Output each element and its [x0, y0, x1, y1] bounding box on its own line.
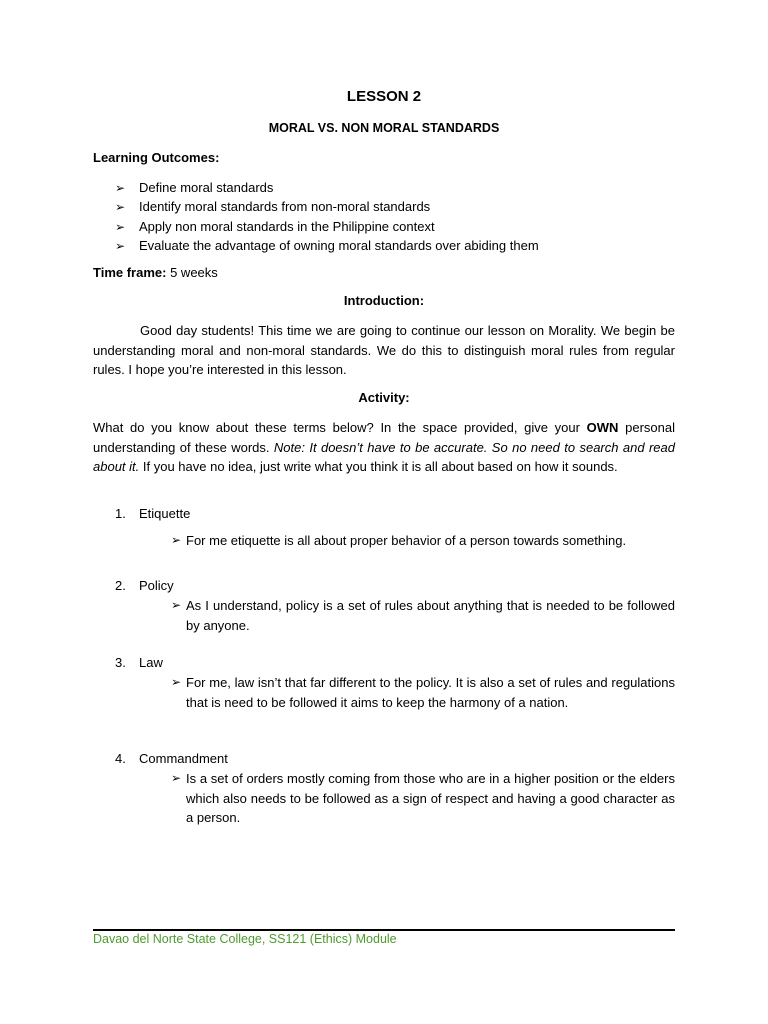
answer-text: For me etiquette is all about proper behavior of a person towards something. [186, 533, 627, 548]
footer-text: Davao del Norte State College, SS121 (Ethics) Module [93, 932, 397, 946]
answer-text: Is a set of orders mostly coming from those who are in a higher position or the elders which also needs to be followed as a sign of respect and having a good character as a person. [186, 771, 675, 825]
time-frame-label: Time frame: [93, 265, 167, 280]
time-frame-value: 5 weeks [170, 265, 218, 280]
arrow-bullet-icon: ➢ [115, 181, 126, 195]
time-frame [93, 265, 218, 280]
arrow-bullet-icon: ➢ [171, 675, 182, 689]
activity-paragraph: What do you know about these terms below? In the space provided, give your OWN personal understanding of these words. Note: It doesn’t have to be accurate. So no need to search and read about it. If you have no idea, just write what you think it is all about based on how it sounds. [93, 420, 675, 474]
footer-divider [93, 929, 675, 931]
list-item: ➢ Evaluate the advantage of owning moral standards over abiding them [115, 236, 539, 255]
list-item: ➢ Define moral standards [115, 178, 539, 197]
learning-outcomes-list [115, 178, 539, 255]
term-law [115, 655, 163, 670]
answer-policy [171, 596, 675, 635]
arrow-bullet-icon: ➢ [115, 219, 126, 234]
lesson-title: LESSON 2 [346, 88, 422, 105]
term-number: 3. [115, 655, 126, 670]
list-item: ➢ Apply non moral standards in the Philippine context [115, 217, 539, 236]
activity-note: Note: It doesn’t have to be accurate. So no need to search and read about it. [93, 439, 675, 474]
arrow-bullet-icon: ➢ [115, 200, 126, 215]
term-number: 4. [115, 751, 126, 766]
introduction-heading: Introduction: [343, 293, 425, 308]
lesson-subtitle: MORAL VS. NON MORAL STANDARDS [268, 121, 500, 135]
term-number: 1. [115, 506, 126, 521]
arrow-bullet-icon: ➢ [171, 533, 182, 547]
answer-text: As I understand, policy is a set of rules about anything that is needed to be followed by anyone. [186, 598, 675, 633]
document-page [93, 0, 675, 1024]
arrow-bullet-icon: ➢ [171, 598, 182, 612]
term-etiquette [115, 506, 190, 521]
learning-outcomes-heading: Learning Outcomes: [93, 150, 220, 165]
answer-commandment [171, 769, 675, 828]
term-label: Policy [139, 578, 174, 593]
answer-etiquette [171, 531, 675, 551]
arrow-bullet-icon: ➢ [115, 238, 126, 253]
arrow-bullet-icon: ➢ [171, 771, 182, 785]
answer-law [171, 673, 675, 712]
list-item: ➢ Identify moral standards from non-moral standards [115, 197, 539, 216]
activity-heading: Activity: [358, 390, 410, 405]
term-number: 2. [115, 578, 126, 593]
own-emphasis: OWN [586, 420, 619, 435]
introduction-paragraph: Good day students! This time we are going to continue our lesson on Morality. We begin be understanding moral and non-moral standards. We do this to distinguish moral rules from regular rules. I hope you’re interested in this lesson. [93, 323, 675, 377]
term-label: Etiquette [139, 506, 191, 521]
term-policy [115, 578, 174, 593]
term-commandment [115, 751, 228, 766]
term-label: Law [139, 655, 163, 670]
term-label: Commandment [139, 751, 228, 766]
answer-text: For me, law isn’t that far different to the policy. It is also a set of rules and regulations that is need to be followed it aims to keep the harmony of a nation. [186, 675, 675, 710]
